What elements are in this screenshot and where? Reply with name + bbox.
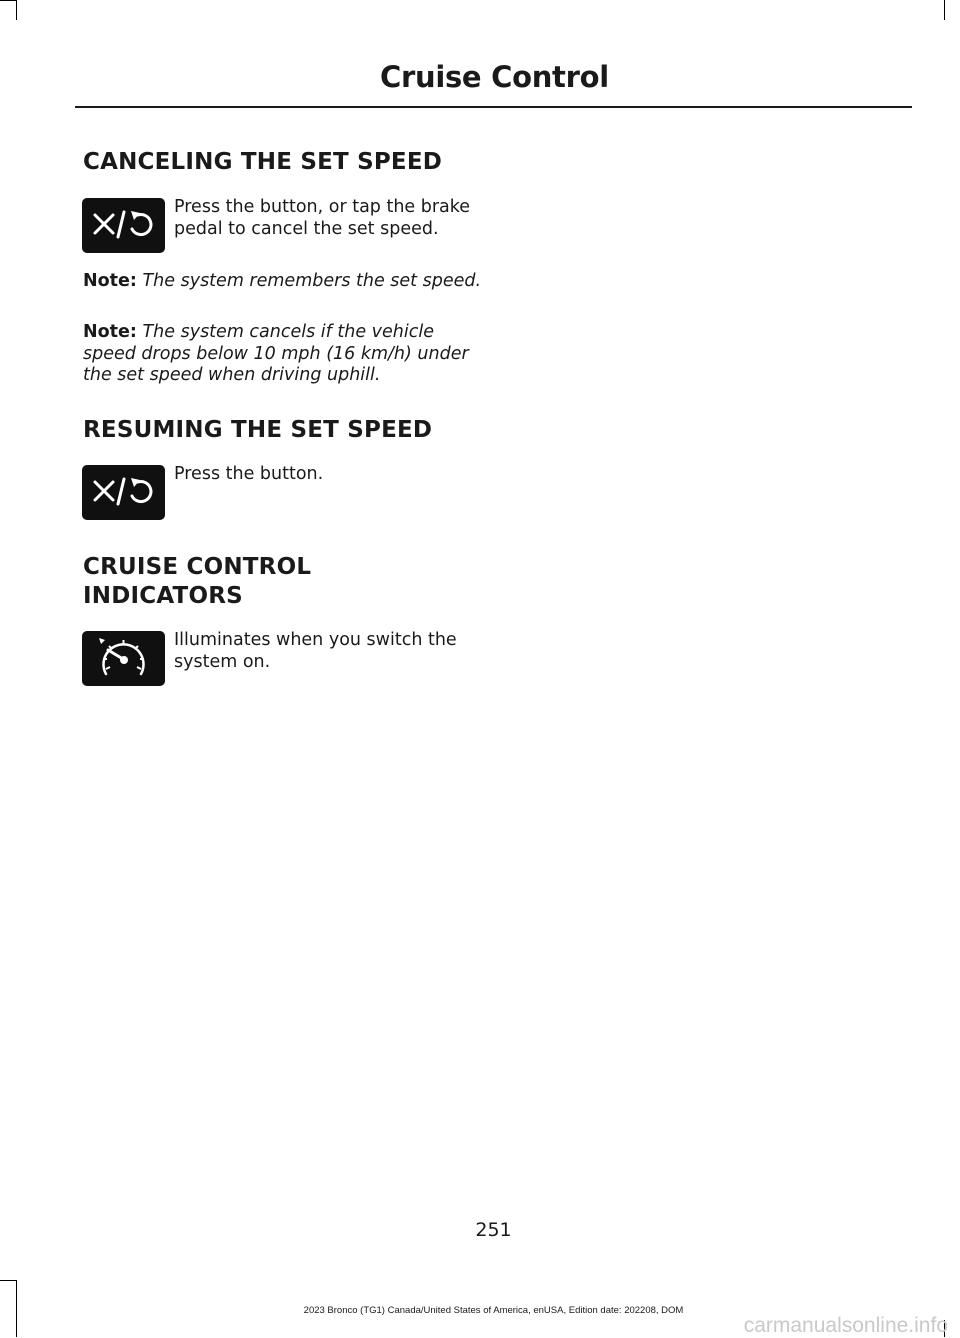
crop-mark <box>16 0 17 20</box>
cancel-resume-icon <box>82 198 165 253</box>
heading-line: CRUISE CONTROL <box>83 554 312 580</box>
watermark: carmanualsonline.info <box>743 1314 948 1337</box>
footer-edition-info: 2023 Bronco (TG1) Canada/United States of America, enUSA, Edition date: 202208, DOM <box>303 1305 684 1316</box>
speedometer-icon <box>82 631 165 686</box>
indicators-description: Illuminates when you switch the system on. <box>174 630 457 672</box>
note-label: Note: <box>83 322 137 342</box>
heading-line: INDICATORS <box>83 583 243 609</box>
section-heading-indicators <box>83 553 311 611</box>
cancel-resume-icon <box>82 465 165 520</box>
section-heading-canceling: CANCELING THE SET SPEED <box>83 149 443 175</box>
note-paragraph <box>83 322 483 387</box>
note-label: Note: <box>83 271 137 291</box>
canceling-description: Press the button, or tap the brake pedal to cancel the set speed. <box>174 197 471 239</box>
header-divider <box>75 106 912 108</box>
page-title: Cruise Control <box>380 60 609 94</box>
note-text: The system remembers the set speed. <box>142 271 482 291</box>
section-heading-resuming: RESUMING THE SET SPEED <box>83 417 433 443</box>
crop-mark <box>0 0 16 1</box>
page-number: 251 <box>475 1219 512 1241</box>
note-text: The system cancels if the vehicle speed drops below 10 mph (16 km/h) under the set speed when driving uphill. <box>83 322 469 385</box>
crop-mark <box>0 1280 16 1281</box>
resuming-description: Press the button. <box>174 464 324 484</box>
crop-mark <box>944 0 945 20</box>
note-paragraph <box>83 271 483 293</box>
